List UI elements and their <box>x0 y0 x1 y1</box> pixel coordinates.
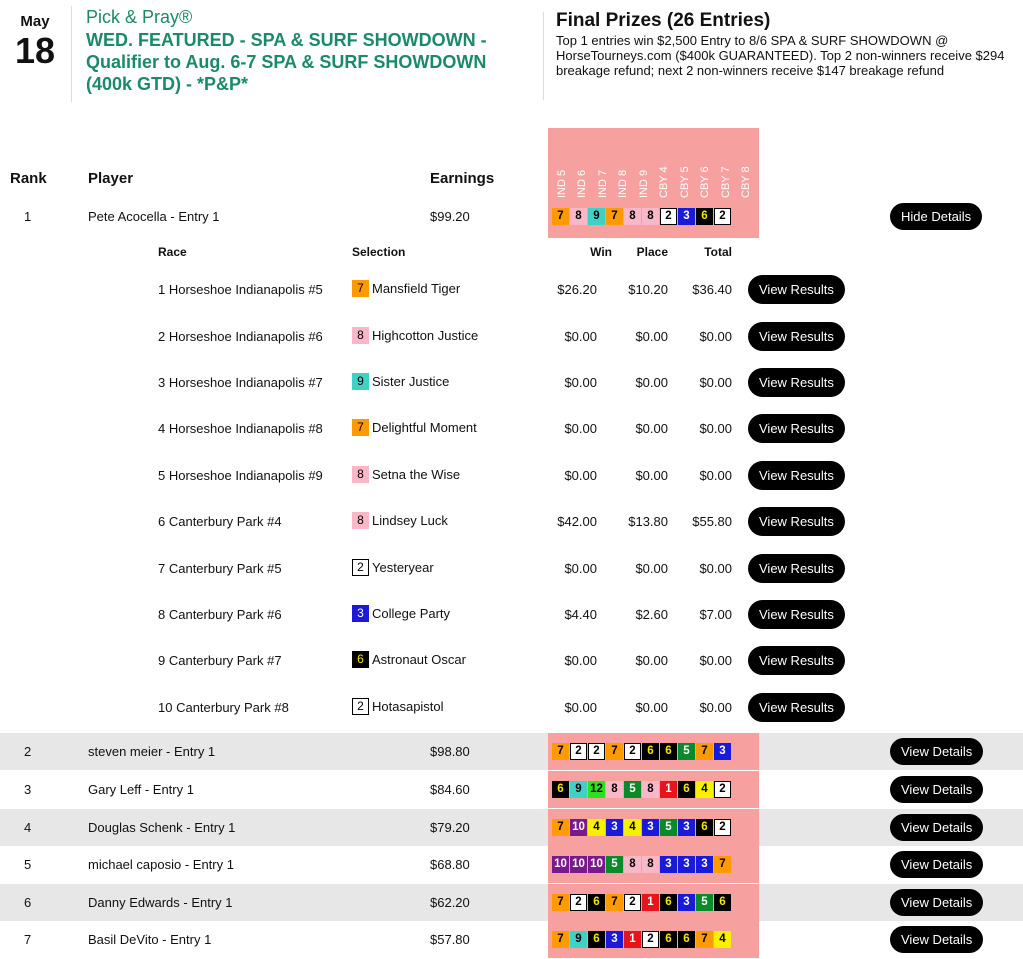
column-header-player: Player <box>88 170 134 187</box>
race-name: 5 Horseshoe Indianapolis #9 <box>158 468 323 483</box>
view-details-button[interactable]: View Details <box>890 926 983 953</box>
program-number-badge: 7 <box>606 894 623 911</box>
earnings: $62.20 <box>430 895 470 910</box>
program-number-badge: 2 <box>570 743 587 760</box>
view-results-button[interactable]: View Results <box>748 600 845 629</box>
program-number-badge: 7 <box>696 931 713 948</box>
detail-header-selection: Selection <box>352 245 406 259</box>
table-row <box>0 733 1023 770</box>
program-number-badge: 2 <box>624 743 641 760</box>
program-number-badge: 8 <box>642 856 659 873</box>
win-amount: $42.00 <box>557 514 597 529</box>
view-results-button[interactable]: View Results <box>748 646 845 675</box>
program-number-badge: 10 <box>588 856 605 873</box>
picks-strip <box>548 846 759 883</box>
program-number-badge: 2 <box>660 208 677 225</box>
table-row <box>0 809 1023 846</box>
divider <box>71 6 72 102</box>
horse-name: Sister Justice <box>372 374 450 389</box>
program-number-badge: 2 <box>642 931 659 948</box>
prizes-title: Final Prizes (26 Entries) <box>556 10 771 31</box>
race-header-label: CBY 6 <box>699 166 712 198</box>
program-number-badge: 8 <box>352 327 369 344</box>
player-name: Douglas Schenk - Entry 1 <box>88 820 236 835</box>
program-number-badge: 7 <box>606 743 623 760</box>
program-number-badge: 3 <box>714 743 731 760</box>
race-header <box>614 134 634 198</box>
program-number-badge: 6 <box>678 781 695 798</box>
program-number-badge: 3 <box>678 894 695 911</box>
selection <box>352 651 466 668</box>
program-number-badge: 8 <box>642 208 659 225</box>
program-number-badge: 5 <box>660 819 677 836</box>
prizes-block <box>556 10 1006 78</box>
race-header <box>634 134 654 198</box>
win-amount: $4.40 <box>564 607 597 622</box>
prizes-text: Top 1 entries win $2,500 Entry to 8/6 SPA & SURF SHOWDOWN @ HorseTourneys.com ($400k GUARANTEED). Top 2 non-winners receive $294 breakage refund; next 2 non-winners receive $147 breakage refund <box>556 33 1005 78</box>
earnings: $99.20 <box>430 209 470 224</box>
program-number-badge: 3 <box>606 819 623 836</box>
program-number-badge: 6 <box>660 894 677 911</box>
program-number-badge: 8 <box>352 466 369 483</box>
place-amount: $13.80 <box>628 514 668 529</box>
program-number-badge: 3 <box>678 856 695 873</box>
program-number-badge: 1 <box>624 931 641 948</box>
program-number-badge: 6 <box>678 931 695 948</box>
view-results-button[interactable]: View Results <box>748 322 845 351</box>
hide-details-button[interactable]: Hide Details <box>890 203 982 230</box>
detail-row <box>0 593 1023 639</box>
win-amount: $26.20 <box>557 282 597 297</box>
total-amount: $0.00 <box>699 375 732 390</box>
race-header-label: CBY 7 <box>719 166 732 198</box>
view-details-button[interactable]: View Details <box>890 738 983 765</box>
selection <box>352 559 434 576</box>
selection <box>352 698 444 715</box>
program-number-badge: 3 <box>606 931 623 948</box>
program-number-badge: 7 <box>696 743 713 760</box>
program-number-badge: 6 <box>588 894 605 911</box>
program-number-badge: 4 <box>696 781 713 798</box>
program-number-badge: 12 <box>588 781 605 798</box>
column-header-earnings: Earnings <box>430 170 495 187</box>
view-results-button[interactable]: View Results <box>748 693 845 722</box>
detail-row <box>0 268 1023 314</box>
race-name: 2 Horseshoe Indianapolis #6 <box>158 329 323 344</box>
program-number-badge: 2 <box>352 559 369 576</box>
win-amount: $0.00 <box>564 653 597 668</box>
detail-row <box>0 315 1023 361</box>
race-name: 8 Canterbury Park #6 <box>158 607 282 622</box>
brand-name: Pick & Pray® <box>86 7 193 27</box>
horse-name: Hotasapistol <box>372 699 444 714</box>
selection <box>352 419 477 436</box>
race-header <box>675 134 695 198</box>
race-header <box>552 134 572 198</box>
view-details-button[interactable]: View Details <box>890 776 983 803</box>
player-name: Danny Edwards - Entry 1 <box>88 895 233 910</box>
race-header-label: IND 5 <box>555 169 568 198</box>
race-name: 6 Canterbury Park #4 <box>158 514 282 529</box>
detail-header-win: Win <box>590 245 612 259</box>
detail-row <box>0 361 1023 407</box>
place-amount: $0.00 <box>635 329 668 344</box>
total-amount: $0.00 <box>699 421 732 436</box>
date-block <box>0 12 70 70</box>
race-header-label: IND 9 <box>637 169 650 198</box>
win-amount: $0.00 <box>564 421 597 436</box>
program-number-badge: 7 <box>352 419 369 436</box>
place-amount: $10.20 <box>628 282 668 297</box>
horse-name: Lindsey Luck <box>372 513 448 528</box>
rank: 6 <box>24 895 32 910</box>
program-number-badge: 6 <box>660 743 677 760</box>
selection <box>352 605 450 622</box>
rank: 7 <box>24 932 32 947</box>
date-month: May <box>20 13 50 30</box>
program-number-badge: 1 <box>642 894 659 911</box>
view-results-button[interactable]: View Results <box>748 368 845 397</box>
race-header <box>573 134 593 198</box>
horse-name: Yesteryear <box>372 560 434 575</box>
column-header-rank: Rank <box>10 170 47 187</box>
view-details-button[interactable]: View Details <box>890 851 983 878</box>
race-header <box>655 134 675 198</box>
win-amount: $0.00 <box>564 375 597 390</box>
total-amount: $7.00 <box>699 607 732 622</box>
race-header <box>716 134 736 198</box>
rank: 5 <box>24 857 32 872</box>
program-number-badge: 8 <box>352 512 369 529</box>
race-header-label: IND 7 <box>596 169 609 198</box>
date-day: 18 <box>14 30 56 71</box>
race-header <box>696 134 716 198</box>
program-number-badge: 6 <box>352 651 369 668</box>
view-results-button[interactable]: View Results <box>748 414 845 443</box>
view-results-button[interactable]: View Results <box>748 461 845 490</box>
horse-name: Setna the Wise <box>372 467 461 482</box>
win-amount: $0.00 <box>564 329 597 344</box>
earnings: $79.20 <box>430 820 470 835</box>
view-details-button[interactable]: View Details <box>890 889 983 916</box>
view-results-button[interactable]: View Results <box>748 275 845 304</box>
total-amount: $36.40 <box>692 282 732 297</box>
total-amount: $0.00 <box>699 468 732 483</box>
earnings: $84.60 <box>430 782 470 797</box>
race-header-label: CBY 5 <box>678 166 691 198</box>
program-number-badge: 6 <box>714 894 731 911</box>
rank: 1 <box>24 209 32 224</box>
program-number-badge: 4 <box>588 819 605 836</box>
horse-name: Highcotton Justice <box>372 328 479 343</box>
picks-strip <box>548 884 759 921</box>
view-details-button[interactable]: View Details <box>890 814 983 841</box>
program-number-badge: 9 <box>570 931 587 948</box>
race-name: 10 Canterbury Park #8 <box>158 700 289 715</box>
program-number-badge: 3 <box>678 819 695 836</box>
detail-row <box>0 639 1023 685</box>
total-amount: $0.00 <box>699 329 732 344</box>
detail-row <box>0 547 1023 593</box>
program-number-badge: 10 <box>552 856 569 873</box>
program-number-badge: 7 <box>714 856 731 873</box>
program-number-badge: 2 <box>624 894 641 911</box>
horse-name: Astronaut Oscar <box>372 652 466 667</box>
selection <box>352 373 449 390</box>
race-header-label: CBY 8 <box>740 166 753 198</box>
program-number-badge: 10 <box>570 819 587 836</box>
program-number-badge: 7 <box>552 208 569 225</box>
player-name: Pete Acocella - Entry 1 <box>88 209 220 224</box>
detail-header-total: Total <box>704 245 732 259</box>
race-name: 9 Canterbury Park #7 <box>158 653 282 668</box>
detail-row <box>0 454 1023 500</box>
divider <box>543 12 544 100</box>
rank: 4 <box>24 820 32 835</box>
rank: 2 <box>24 744 32 759</box>
program-number-badge: 6 <box>588 931 605 948</box>
program-number-badge: 6 <box>696 208 713 225</box>
program-number-badge: 5 <box>696 894 713 911</box>
program-number-badge: 7 <box>552 819 569 836</box>
program-number-badge: 8 <box>570 208 587 225</box>
horse-name: Delightful Moment <box>372 420 477 435</box>
program-number-badge: 7 <box>606 208 623 225</box>
program-number-badge: 8 <box>606 781 623 798</box>
detail-header-place: Place <box>636 245 668 259</box>
player-name: Basil DeVito - Entry 1 <box>88 932 212 947</box>
race-name: 4 Horseshoe Indianapolis #8 <box>158 421 323 436</box>
selection <box>352 280 460 297</box>
program-number-badge: 5 <box>678 743 695 760</box>
horse-name: College Party <box>372 606 451 621</box>
race-header <box>737 134 757 198</box>
program-number-badge: 3 <box>678 208 695 225</box>
place-amount: $0.00 <box>635 653 668 668</box>
table-row <box>0 884 1023 921</box>
race-header-label: IND 6 <box>576 169 589 198</box>
earnings: $98.80 <box>430 744 470 759</box>
view-results-button[interactable]: View Results <box>748 554 845 583</box>
player-name: Gary Leff - Entry 1 <box>88 782 194 797</box>
horse-name: Mansfield Tiger <box>372 281 461 296</box>
program-number-badge: 5 <box>624 781 641 798</box>
race-headers <box>552 134 757 198</box>
place-amount: $0.00 <box>635 700 668 715</box>
program-number-badge: 6 <box>660 931 677 948</box>
program-number-badge: 4 <box>624 819 641 836</box>
win-amount: $0.00 <box>564 561 597 576</box>
total-amount: $55.80 <box>692 514 732 529</box>
detail-row <box>0 500 1023 546</box>
win-amount: $0.00 <box>564 700 597 715</box>
program-number-badge: 7 <box>552 743 569 760</box>
program-number-badge: 3 <box>642 819 659 836</box>
picks-strip <box>548 771 759 808</box>
table-row <box>0 846 1023 883</box>
program-number-badge: 6 <box>552 781 569 798</box>
race-header-label: IND 8 <box>617 169 630 198</box>
detail-header-race: Race <box>158 245 187 259</box>
picks-strip <box>548 921 759 958</box>
program-number-badge: 2 <box>588 743 605 760</box>
race-name: 7 Canterbury Park #5 <box>158 561 282 576</box>
earnings: $68.80 <box>430 857 470 872</box>
player-name: steven meier - Entry 1 <box>88 744 216 759</box>
race-header <box>593 134 613 198</box>
selection <box>352 512 448 529</box>
program-number-badge: 8 <box>642 781 659 798</box>
place-amount: $0.00 <box>635 468 668 483</box>
program-number-badge: 7 <box>352 280 369 297</box>
program-number-badge: 4 <box>714 931 731 948</box>
program-number-badge: 9 <box>352 373 369 390</box>
program-number-badge: 7 <box>552 931 569 948</box>
place-amount: $0.00 <box>635 375 668 390</box>
program-number-badge: 3 <box>352 605 369 622</box>
tournament-title-block <box>86 6 526 95</box>
program-number-badge: 3 <box>660 856 677 873</box>
program-number-badge: 8 <box>624 856 641 873</box>
program-number-badge: 7 <box>552 894 569 911</box>
table-row <box>0 771 1023 808</box>
picks-strip <box>548 809 759 846</box>
place-amount: $0.00 <box>635 561 668 576</box>
table-row <box>0 921 1023 958</box>
program-number-badge: 6 <box>696 819 713 836</box>
rank: 3 <box>24 782 32 797</box>
program-number-badge: 8 <box>624 208 641 225</box>
table-row <box>0 198 1023 235</box>
total-amount: $0.00 <box>699 561 732 576</box>
program-number-badge: 2 <box>570 894 587 911</box>
player-name: michael caposio - Entry 1 <box>88 857 234 872</box>
picks-strip <box>548 198 759 235</box>
program-number-badge: 2 <box>714 208 731 225</box>
picks-strip <box>548 733 759 770</box>
selection <box>352 327 478 344</box>
program-number-badge: 3 <box>696 856 713 873</box>
detail-row <box>0 686 1023 732</box>
win-amount: $0.00 <box>564 468 597 483</box>
place-amount: $2.60 <box>635 607 668 622</box>
race-name: 1 Horseshoe Indianapolis #5 <box>158 282 323 297</box>
detail-row <box>0 407 1023 453</box>
program-number-badge: 10 <box>570 856 587 873</box>
program-number-badge: 2 <box>352 698 369 715</box>
selection <box>352 466 460 483</box>
total-amount: $0.00 <box>699 653 732 668</box>
race-header-label: CBY 4 <box>658 166 671 198</box>
earnings: $57.80 <box>430 932 470 947</box>
program-number-badge: 2 <box>714 781 731 798</box>
event-title: WED. FEATURED - SPA & SURF SHOWDOWN - Qualifier to Aug. 6-7 SPA & SURF SHOWDOWN (400k GTD) - *P&P* <box>86 30 487 94</box>
program-number-badge: 2 <box>714 819 731 836</box>
program-number-badge: 9 <box>588 208 605 225</box>
place-amount: $0.00 <box>635 421 668 436</box>
race-name: 3 Horseshoe Indianapolis #7 <box>158 375 323 390</box>
program-number-badge: 9 <box>570 781 587 798</box>
program-number-badge: 5 <box>606 856 623 873</box>
view-results-button[interactable]: View Results <box>748 507 845 536</box>
program-number-badge: 6 <box>642 743 659 760</box>
program-number-badge: 1 <box>660 781 677 798</box>
total-amount: $0.00 <box>699 700 732 715</box>
